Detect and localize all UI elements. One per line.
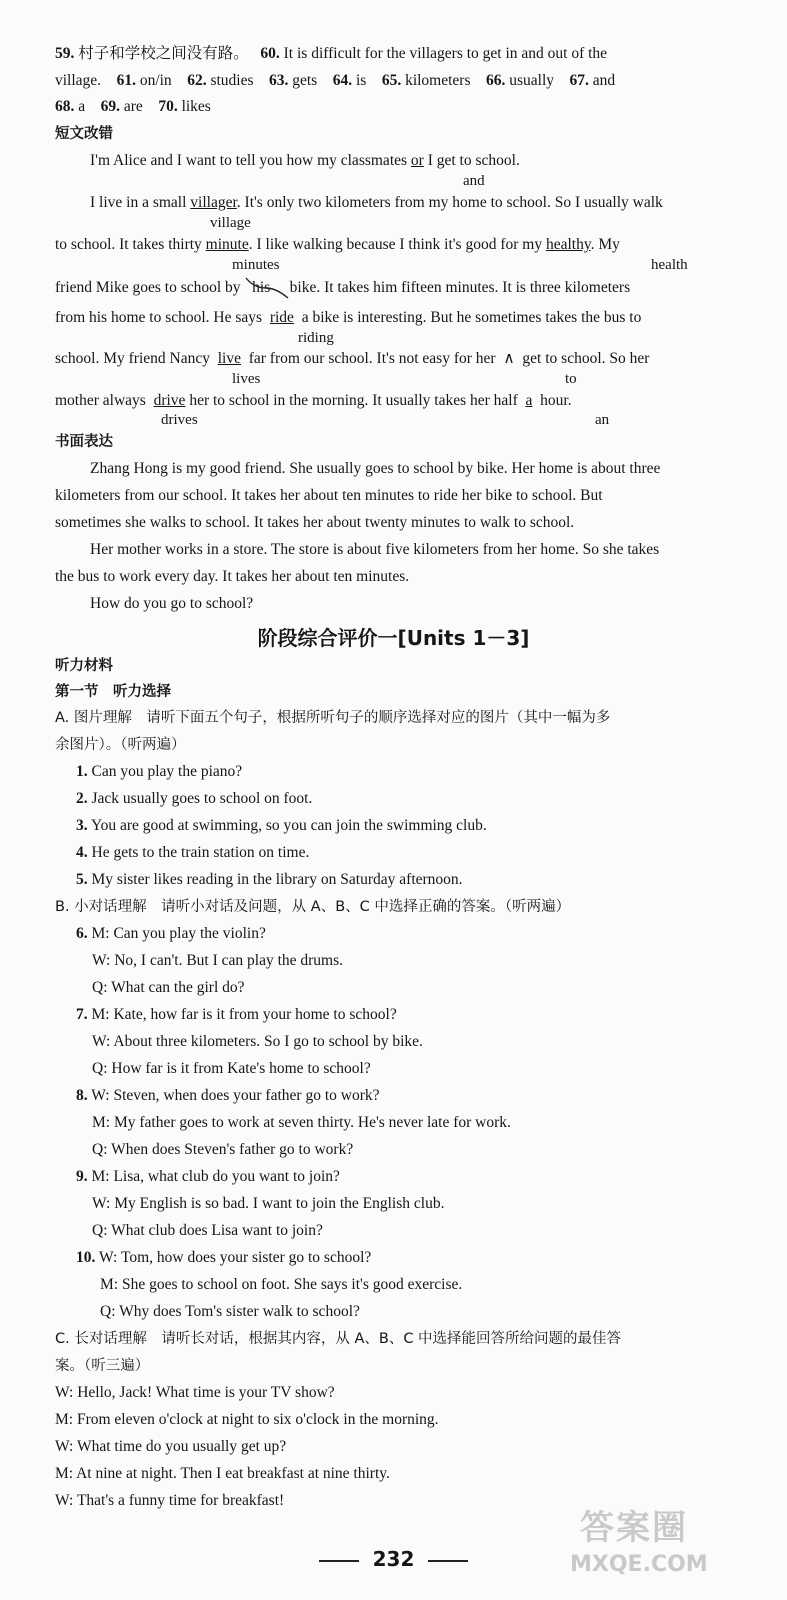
text: . I like walking because I think it's good for my (248, 236, 543, 253)
q64-number: 64. (332, 72, 353, 89)
correction-heading: 短文改错 (55, 126, 113, 142)
correction-line-1 (90, 151, 747, 171)
text: from his home to school. He says (55, 309, 263, 326)
long-dialog-line-1: W: Hello, Jack! What time is your TV show? (55, 1384, 335, 1401)
correction-fix-7: drives (161, 412, 198, 428)
q68-answer: a (78, 98, 86, 115)
watermark-logo (560, 1500, 760, 1590)
marked-word: a (525, 392, 533, 409)
q70-answer: likes (181, 98, 211, 115)
text: far from our school. It's not easy for her (248, 350, 496, 367)
item-number: 7. (76, 1006, 88, 1023)
sentence-1 (76, 762, 747, 782)
text: her to school in the morning. It usually takes her half (189, 392, 518, 409)
part-a-title: A. 图片理解 请听下面五个句子，根据所听句子的顺序选择对应的图片（其中一幅为多 (55, 710, 611, 726)
part-c-title: C. 长对话理解 请听长对话，根据其内容，从 A、B、C 中选择能回答所给问题的最佳答 (55, 1331, 622, 1347)
dialog-6-line-1 (76, 924, 747, 944)
q63-number: 63. (269, 72, 289, 89)
item-text: My sister likes reading in the library on Saturday afternoon. (91, 871, 463, 888)
answer-line-68-70 (55, 97, 747, 117)
marked-word: live (217, 350, 241, 367)
q66-answer: usually (509, 72, 555, 89)
correction-fix-7b: an (595, 412, 610, 428)
correction-fix-6b: to (565, 371, 577, 387)
item-text: M: Lisa, what club do you want to join? (91, 1168, 340, 1185)
item-number: 10. (76, 1249, 96, 1266)
item-text: He gets to the train station on time. (91, 844, 310, 861)
item-text: You are good at swimming, so you can join the swimming club. (90, 817, 487, 834)
sentence-5 (76, 870, 747, 890)
correction-fix-3b: health (651, 257, 688, 273)
answer-line-59-60 (55, 44, 747, 64)
marked-word: healthy (545, 236, 591, 253)
correction-fix-5: riding (298, 330, 334, 346)
watermark-bottom-text: MXQE.COM (570, 1552, 708, 1577)
correction-line-4 (55, 278, 747, 298)
marked-word: drive (153, 392, 186, 409)
dialog-9-line-1 (76, 1167, 747, 1187)
item-text: Can you play the piano? (91, 763, 243, 780)
text: a bike is interesting. But he sometimes takes the bus to (301, 309, 642, 326)
item-text: M: Kate, how far is it from your home to school? (91, 1006, 397, 1023)
q68-number: 68. (55, 98, 75, 115)
q67-answer: and (592, 72, 616, 89)
dialog-7-question: Q: How far is it from Kate's home to school? (92, 1060, 371, 1077)
text: hour. (540, 392, 572, 409)
dialog-6-question: Q: What can the girl do? (92, 979, 245, 996)
part-b-title: B. 小对话理解 请听小对话及问题，从 A、B、C 中选择正确的答案。（听两遍） (55, 899, 571, 915)
correction-fix-1: and (463, 173, 485, 189)
q70-number: 70. (158, 98, 178, 115)
writing-p5: the bus to work every day. It takes her about ten minutes. (55, 568, 410, 585)
item-number: 3. (76, 817, 88, 834)
text: bike. It takes him fifteen minutes. It is three kilometers (289, 279, 631, 296)
watermark-top-text: 答案圈 (580, 1508, 688, 1548)
correction-line-3 (55, 235, 747, 255)
dialog-7-line-2: W: About three kilometers. So I go to school by bike. (92, 1033, 423, 1050)
item-number: 8. (76, 1087, 88, 1104)
marked-word: ride (269, 309, 294, 326)
q66-number: 66. (486, 72, 506, 89)
dialog-7-line-1 (76, 1005, 747, 1025)
correction-fix-2: village (210, 215, 251, 231)
correction-line-6 (55, 349, 747, 369)
listening-heading: 听力材料 (55, 658, 113, 674)
text: I get to school. (427, 152, 520, 169)
item-number: 9. (76, 1168, 88, 1185)
insert-caret-icon: ∧ (503, 350, 515, 367)
q65-number: 65. (381, 72, 402, 89)
q60-answer: It is difficult for the villagers to get in and out of the (283, 45, 608, 62)
q60-answer-cont: village. (55, 72, 102, 89)
text: I live in a small (90, 194, 187, 211)
correction-fix-3: minutes (232, 257, 280, 273)
delete-mark-icon (244, 274, 290, 300)
dialog-10-line-2: M: She goes to school on foot. She says it's good exercise. (100, 1276, 463, 1293)
dialog-10-line-1 (76, 1248, 747, 1268)
item-text: W: Steven, when does your father go to work? (91, 1087, 380, 1104)
correction-line-5 (55, 308, 747, 328)
q63-answer: gets (292, 72, 318, 89)
dialog-10-question: Q: Why does Tom's sister walk to school? (100, 1303, 360, 1320)
answer-line-61-67 (55, 71, 747, 91)
writing-p2: kilometers from our school. It takes her about ten minutes to ride her bike to school. But (55, 487, 603, 504)
item-number: 2. (76, 790, 88, 807)
text: get to school. So her (522, 350, 650, 367)
text: mother always (55, 392, 146, 409)
text: to school. It takes thirty (55, 236, 202, 253)
page-number-text: 232 (372, 1547, 415, 1571)
sentence-2 (76, 789, 747, 809)
deleted-word (252, 278, 270, 298)
q67-number: 67. (569, 72, 589, 89)
q69-number: 69. (100, 98, 121, 115)
writing-p6: How do you go to school? (90, 595, 254, 612)
text: . It's only two kilometers from my home to school. So I usually walk (236, 194, 663, 211)
item-number: 1. (76, 763, 88, 780)
text: friend Mike goes to school by (55, 279, 241, 296)
text: I'm Alice and I want to tell you how my classmates (90, 152, 408, 169)
part-a-title-cont: 余图片）。（听两遍） (55, 737, 186, 753)
correction-line-2 (90, 193, 747, 213)
q65-answer: kilometers (405, 72, 471, 89)
sentence-4 (76, 843, 747, 863)
marked-word: villager (190, 194, 237, 211)
q60-number: 60. (260, 45, 280, 62)
marked-word: his (252, 279, 271, 296)
dialog-9-question: Q: What club does Lisa want to join? (92, 1222, 323, 1239)
q62-number: 62. (187, 72, 207, 89)
long-dialog-line-4: M: At nine at night. Then I eat breakfast at nine thirty. (55, 1465, 390, 1482)
item-text: Jack usually goes to school on foot. (91, 790, 313, 807)
sentence-3 (76, 816, 747, 836)
q61-number: 61. (116, 72, 136, 89)
long-dialog-line-2: M: From eleven o'clock at night to six o'clock in the morning. (55, 1411, 439, 1428)
dialog-8-line-1 (76, 1086, 747, 1106)
correction-fix-6: lives (232, 371, 261, 387)
q64-answer: is (355, 72, 367, 89)
text: . My (590, 236, 620, 253)
marked-word: minute (205, 236, 249, 253)
item-text: W: Tom, how does your sister go to school? (98, 1249, 372, 1266)
writing-heading: 书面表达 (55, 434, 113, 450)
item-number: 4. (76, 844, 88, 861)
divider (428, 1560, 468, 1562)
section-title: 阶段综合评价一[Units 1－3] (257, 626, 530, 650)
writing-p4: Her mother works in a store. The store is about five kilometers from her home. So she takes (90, 541, 660, 558)
marked-word: or (410, 152, 424, 169)
q61-answer: on/in (139, 72, 172, 89)
dialog-9-line-2: W: My English is so bad. I want to join the English club. (92, 1195, 445, 1212)
writing-p1: Zhang Hong is my good friend. She usually goes to school by bike. Her home is about three (90, 460, 661, 477)
divider (319, 1560, 359, 1562)
long-dialog-line-3: W: What time do you usually get up? (55, 1438, 287, 1455)
writing-p3: sometimes she walks to school. It takes her about twenty minutes to walk to school. (55, 514, 575, 531)
q59-answer: 村子和学校之间没有路。 (78, 45, 249, 62)
item-text: M: Can you play the violin? (91, 925, 266, 942)
q62-answer: studies (210, 72, 254, 89)
dialog-8-line-2: M: My father goes to work at seven thirty. He's never late for work. (92, 1114, 511, 1131)
q69-answer: are (123, 98, 143, 115)
dialog-8-question: Q: When does Steven's father go to work? (92, 1141, 354, 1158)
part-c-title-cont: 案。（听三遍） (55, 1358, 150, 1374)
dialog-6-line-2: W: No, I can't. But I can play the drums. (92, 952, 344, 969)
text: school. My friend Nancy (55, 350, 210, 367)
item-number: 6. (76, 925, 88, 942)
item-number: 5. (76, 871, 88, 888)
listening-part-1: 第一节 听力选择 (55, 684, 171, 700)
correction-line-7 (55, 391, 747, 411)
long-dialog-line-5: W: That's a funny time for breakfast! (55, 1492, 285, 1509)
q59-number: 59. (55, 45, 75, 62)
